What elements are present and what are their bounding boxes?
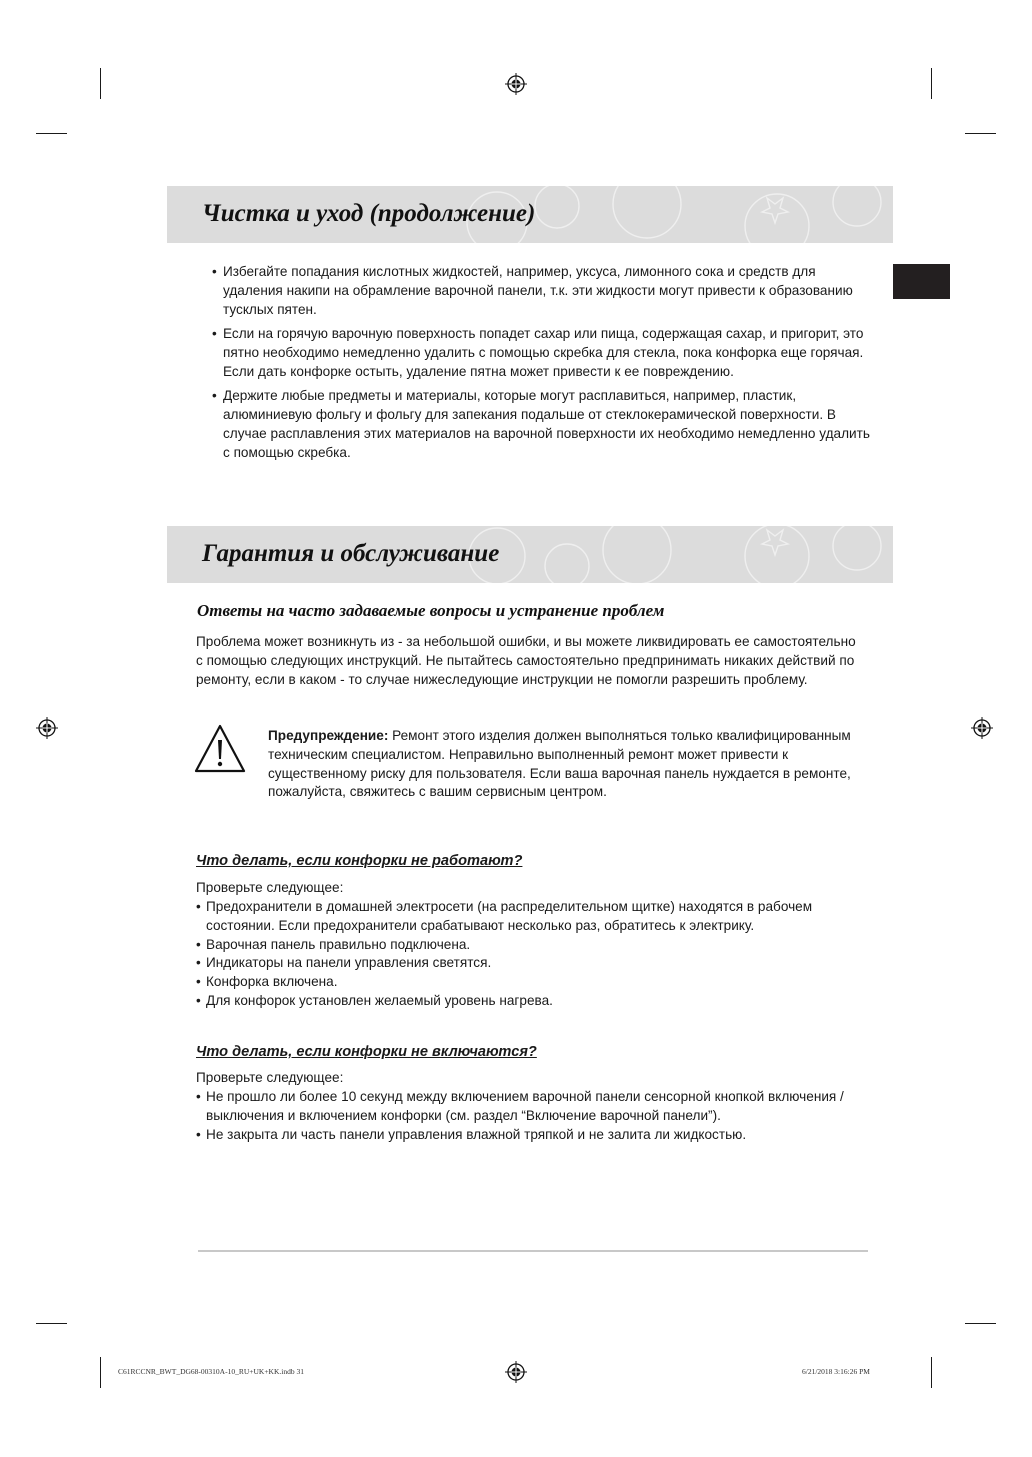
page-tab-marker <box>893 264 950 299</box>
faq-question: Что делать, если конфорки не работают? <box>196 853 523 869</box>
list-item: • Конфорка включена. <box>196 973 876 992</box>
section-title: Гарантия и обслуживание <box>202 540 500 567</box>
crop-mark <box>931 1357 932 1388</box>
faq-question: Что делать, если конфорки не включаются? <box>196 1044 537 1060</box>
warning-label: Предупреждение: <box>268 728 389 743</box>
list-item: • Не прошло ли более 10 секунд между включением варочной панели сенсорной кнопкой включения / выключения и включением конфорки (см. раздел “Включение варочной панели”). <box>196 1088 876 1126</box>
registration-mark-icon <box>505 73 527 95</box>
registration-mark-icon <box>36 717 58 739</box>
cleaning-bullet-list <box>212 263 872 468</box>
crop-mark <box>965 133 996 134</box>
registration-mark-icon <box>505 1361 527 1383</box>
list-item: • Если на горячую варочную поверхность попадет сахар или пища, содержащая сахар, и пригорит, это пятно необходимо немедленно удалить с помощью скребка для стекла, пока конфорка еще горячая. Если дать конфорке остыть, удаление пятна может привести к ее повреждению. <box>212 325 872 381</box>
crop-mark <box>100 68 101 99</box>
footer-datetime: 6/21/2018 3:16:26 PM <box>802 1367 870 1376</box>
section-title: Чистка и уход (продолжение) <box>202 200 536 227</box>
crop-mark <box>965 1323 996 1324</box>
list-item: • Предохранители в домашней электросети (на распределительном щитке) находятся в рабочем состоянии. Если предохранители срабатывают несколько раз, обратитесь к электрику. <box>196 898 876 936</box>
list-item: • Индикаторы на панели управления светятся. <box>196 954 876 973</box>
list-item: • Варочная панель правильно подключена. <box>196 936 876 955</box>
section-header-cleaning <box>167 186 893 243</box>
section-header-warranty <box>167 526 893 583</box>
crop-mark <box>36 1323 67 1324</box>
warning-triangle-icon <box>194 723 246 775</box>
intro-paragraph: Проблема может возникнуть из - за небольшой ошибки, и вы можете ликвидировать ее самостоятельно с помощью следующих инструкций. Не пытайтесь самостоятельно предпринимать никаких действий по ремонту, если в каком - то случае нижеследующие инструкции не помогли разрешить проблему. <box>196 634 856 687</box>
crop-mark <box>36 133 67 134</box>
footer-file-name: C61RCCNR_BWT_DG68-00310A-10_RU+UK+KK.indb 31 <box>118 1367 304 1376</box>
registration-mark-icon <box>971 717 993 739</box>
crop-mark <box>931 68 932 99</box>
list-item: • Для конфорок установлен желаемый уровень нагрева. <box>196 992 876 1011</box>
list-item: • Не закрыта ли часть панели управления влажной тряпкой и не залита ли жидкостью. <box>196 1126 876 1145</box>
crop-mark <box>100 1357 101 1388</box>
check-label: Проверьте следующее: <box>196 880 344 895</box>
check-label: Проверьте следующее: <box>196 1070 344 1085</box>
footer-divider <box>198 1250 868 1252</box>
list-item: • Держите любые предметы и материалы, которые могут расплавиться, например, пластик, алюминиевую фольгу и фольгу для запекания подальше от стеклокерамической поверхности. В случае расплавления этих материалов на варочной поверхности их необходимо немедленно удалить с помощью скребка. <box>212 387 872 462</box>
faq-check-list <box>196 1088 876 1144</box>
list-item: • Избегайте попадания кислотных жидкостей, например, уксуса, лимонного сока и средств для удаления накипи на обрамление варочной панели, т.к. эти жидкости могут привести к образованию тусклых пятен. <box>212 263 872 319</box>
faq-subtitle: Ответы на часто задаваемые вопросы и устранение проблем <box>197 601 665 620</box>
faq-check-list <box>196 898 876 1011</box>
warning-body: Ремонт этого изделия должен выполняться только квалифицированным техническим специалистом. Неправильно выполненный ремонт может привести к существенному риску для пользователя. Если ваша варочная панель нуждается в ремонте, пожалуйста, свяжитесь с вашим сервисным центром. <box>268 728 851 800</box>
warning-text <box>268 727 868 802</box>
